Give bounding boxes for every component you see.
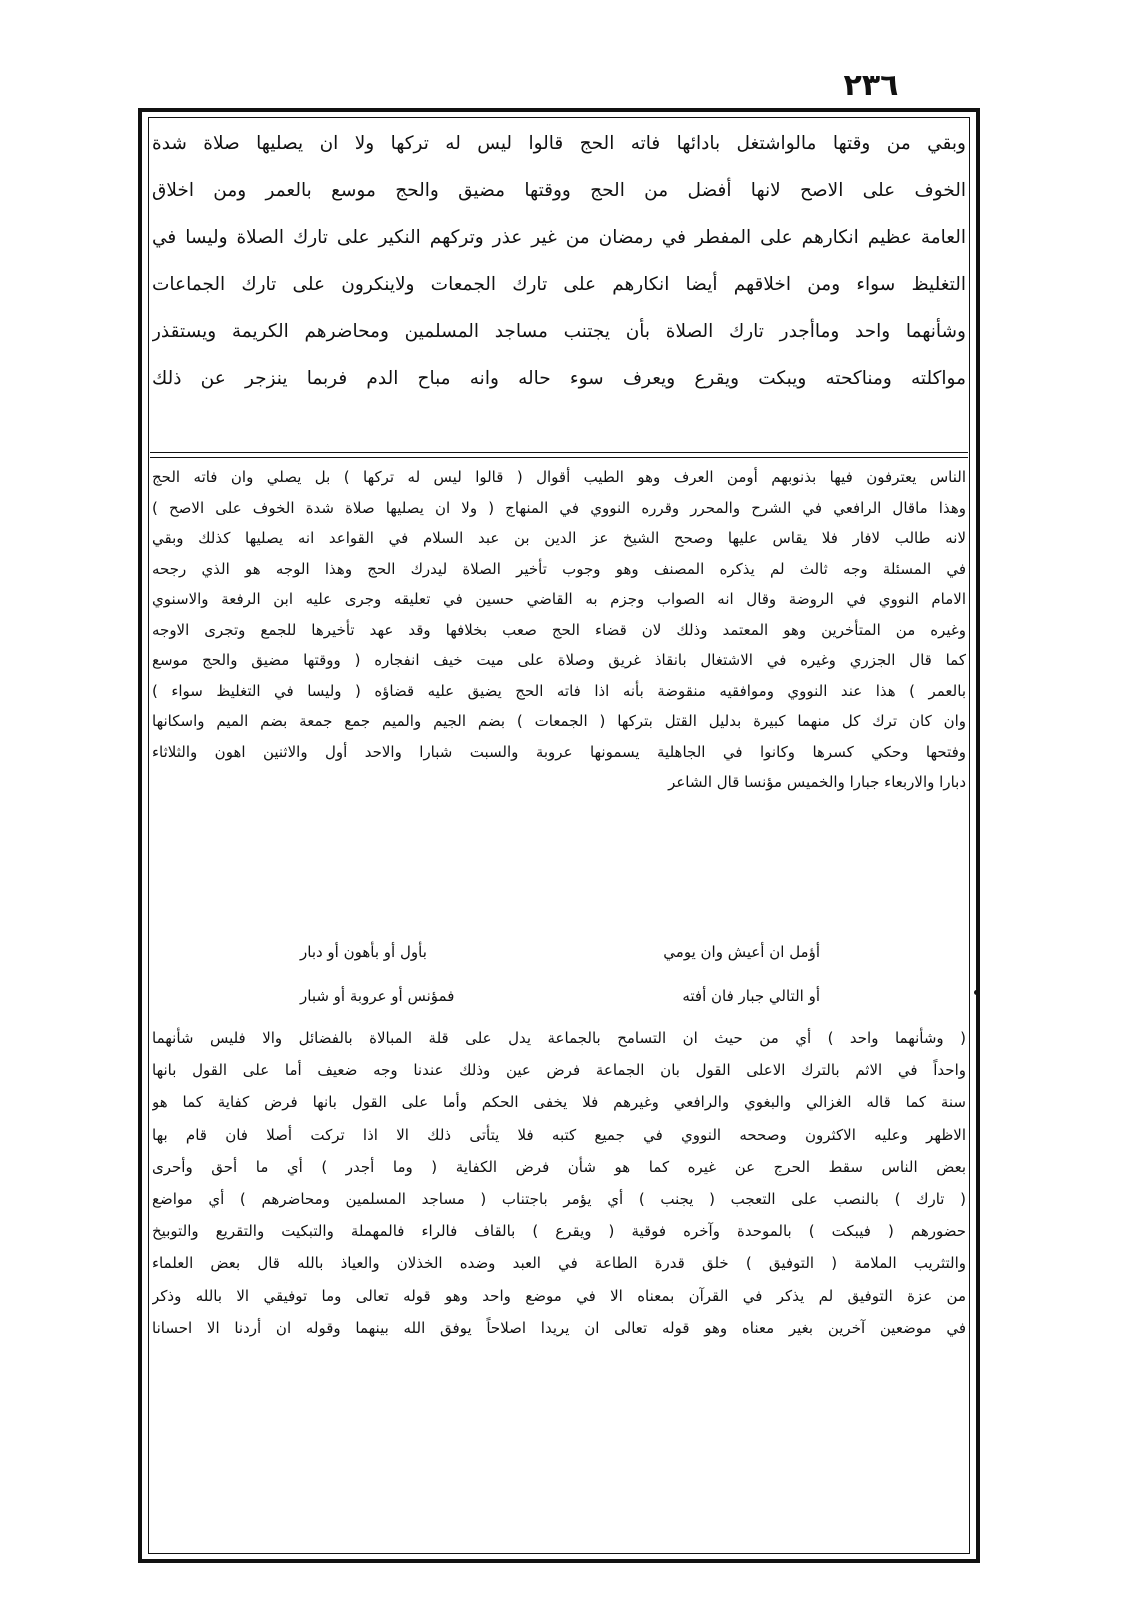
commentary-line: وهذا ماقال الرافعي في الشرح والمحرر وقرره النووي في المنهاج ( ولا ان يصليها صلاة شدة الخوف على الاصح ) bbox=[152, 498, 966, 517]
commentary-text bbox=[152, 462, 966, 798]
commentary-line: واحداً في الاثم بالترك الاعلى القول بان الجماعة فرض عين وذلك عندنا وجه ضعيف أما على القول بانها bbox=[152, 1061, 966, 1080]
commentary-line: بالعمر ) هذا عند النووي وموافقيه منقوضة بأنه اذا فاته الحج يضيق عليه قضاؤه ( وليسا في التغليظ سواء ) bbox=[152, 681, 966, 700]
commentary-line: وان كان ترك كل منهما كبيرة بدليل القتل بتركها ( الجمعات ) بضم الجيم والميم جمع جمعة بضم الميم واسكانها bbox=[152, 712, 966, 730]
commentary-line: الامام النووي في الروضة وقال انه الصواب وجزم به القاضي حسين في تعليقه وجرى عليه ابن الرفعة والاسنوي bbox=[152, 590, 966, 608]
main-text-line: مواكلته ومناكحته ويبكت ويقرع ويعرف سوء حاله وانه مباح الدم فربما ينزجر عن ذلك bbox=[152, 368, 966, 389]
commentary-line: وغيره من المتأخرين وهو المعتمد وذلك لان قضاء الحج صعب بخلافها وقد عهد تأخيرها للجمع وتجرى الاوجه bbox=[152, 620, 966, 639]
margin-dot bbox=[974, 990, 979, 995]
poem-verse bbox=[300, 974, 820, 1018]
main-text-line: العامة عظيم انكارهم على المفطر في رمضان من غير عذر وتركهم النكير على تارك الصلاة وليسا في bbox=[152, 227, 966, 248]
poem-hemistich: بأول أو بأهون أو دبار bbox=[300, 943, 427, 961]
poem-hemistich: فمؤنس أو عروبة أو شبار bbox=[300, 987, 455, 1005]
commentary-line: سنة كما قاله الغزالي والبغوي والرافعي وغيرهم فلا يخفى الحكم وأما على القول بانها فرض كفاية كما هو bbox=[152, 1093, 966, 1112]
main-text-line: وبقي من وقتها مالواشتغل بادائها فاته الحج قالوا ليس له تركها ولا ان يصليها صلاة شدة bbox=[152, 133, 966, 154]
commentary-line: ( وشأنهما واحد ) أي من حيث ان التسامح بالجماعة يدل على قلة المبالاة بالفضائل والا فليس شأنهما bbox=[152, 1029, 966, 1047]
commentary-line: من عزة التوفيق لم يذكر في القرآن بمعناه الا في موضع واحد وهو قوله تعالى وما توفيقي الا بالله وذكر bbox=[152, 1286, 966, 1305]
commentary-line: دبارا والاربعاء جبارا والخميس مؤنسا قال الشاعر bbox=[668, 773, 966, 791]
separator-line-bottom bbox=[150, 457, 968, 458]
page-number: ٢٣٦ bbox=[843, 68, 899, 103]
main-text bbox=[152, 120, 966, 450]
commentary-line: وفتحها وحكي كسرها وكانوا في الجاهلية يسمونها عروبة والسبت شبارا والاحد أول والاثنين اهون والثلاثاء bbox=[152, 742, 966, 761]
separator-line-top bbox=[150, 452, 968, 453]
commentary-line: والتثريب الملامة ( التوفيق ) خلق قدرة الطاعة في العبد وضده الخذلان والعياذ بالله قال بعض العلماء bbox=[152, 1254, 966, 1273]
commentary-line: ( تارك ) بالنصب على التعجب ( يجنب ) أي يؤمر باجتناب ( مساجد المسلمين ومحاضرهم ) أي مواضع bbox=[152, 1190, 966, 1209]
commentary-line: في موضعين آخرين بغير معناه وهو قوله تعالى ان يريدا اصلاحاً يوفق الله بينهما وقوله ان أردنا الا احسانا bbox=[152, 1318, 966, 1337]
commentary-line: بعض الناس سقط الحرج عن غيره كما هو شأن فرض الكفاية ( وما أجدر ) أي ما أحق وأحرى bbox=[152, 1157, 966, 1176]
commentary-line: في المسئلة وجه ثالث لم يذكره المصنف وهو وجوب تأخير الصلاة ليدرك الحج وهذا الوجه هو الذي رجحه bbox=[152, 559, 966, 578]
poem-verse bbox=[300, 930, 820, 974]
main-text-line: الخوف على الاصح لانها أفضل من الحج ووقتها مضيق والحج موسع بالعمر ومن اخلاق bbox=[152, 180, 966, 201]
poem-hemistich: أؤمل ان أعيش وان يومي bbox=[663, 943, 820, 961]
commentary-line: الاظهر وعليه الاكثرون وصححه النووي في جميع كتبه فلا يتأتى ذلك الا اذا تركت أصلا فان قام بها bbox=[152, 1125, 966, 1144]
commentary-text-continued bbox=[152, 1022, 966, 1344]
commentary-line: الناس يعترفون فيها بذنوبهم أومن العرف وهو الطيب أقوال ( قالوا ليس له تركها ) بل يصلي وان فاته الحج bbox=[152, 468, 966, 486]
commentary-line: حضورهم ( فيبكت ) بالموحدة وآخره فوقية ( ويقرع ) بالقاف فالراء فالمهملة والتبكيت والتقريع والتوبيخ bbox=[152, 1222, 966, 1241]
main-text-line: التغليظ سواء ومن اخلاقهم أيضا انكارهم على تارك الجمعات ولاينكرون على تارك الجماعات bbox=[152, 274, 966, 295]
commentary-line: كما قال الجزري وغيره في الاشتغال بانقاذ غريق وصلاة على ميت خيف انفجاره ( ووقتها مضيق والحج موسع bbox=[152, 651, 966, 669]
poem-hemistich: أو التالي جبار فان أفته bbox=[682, 987, 820, 1005]
poem bbox=[300, 930, 820, 1018]
main-text-line: وشأنهما واحد وماأجدر تارك الصلاة بأن يجتنب مساجد المسلمين ومحاضرهم الكريمة ويستقذر bbox=[152, 321, 966, 342]
commentary-line: لانه طالب لافار فلا يقاس عليها وصحح الشيخ عز الدين بن عبد السلام في القواعد انه يصليها كذلك وبقي bbox=[152, 529, 966, 547]
